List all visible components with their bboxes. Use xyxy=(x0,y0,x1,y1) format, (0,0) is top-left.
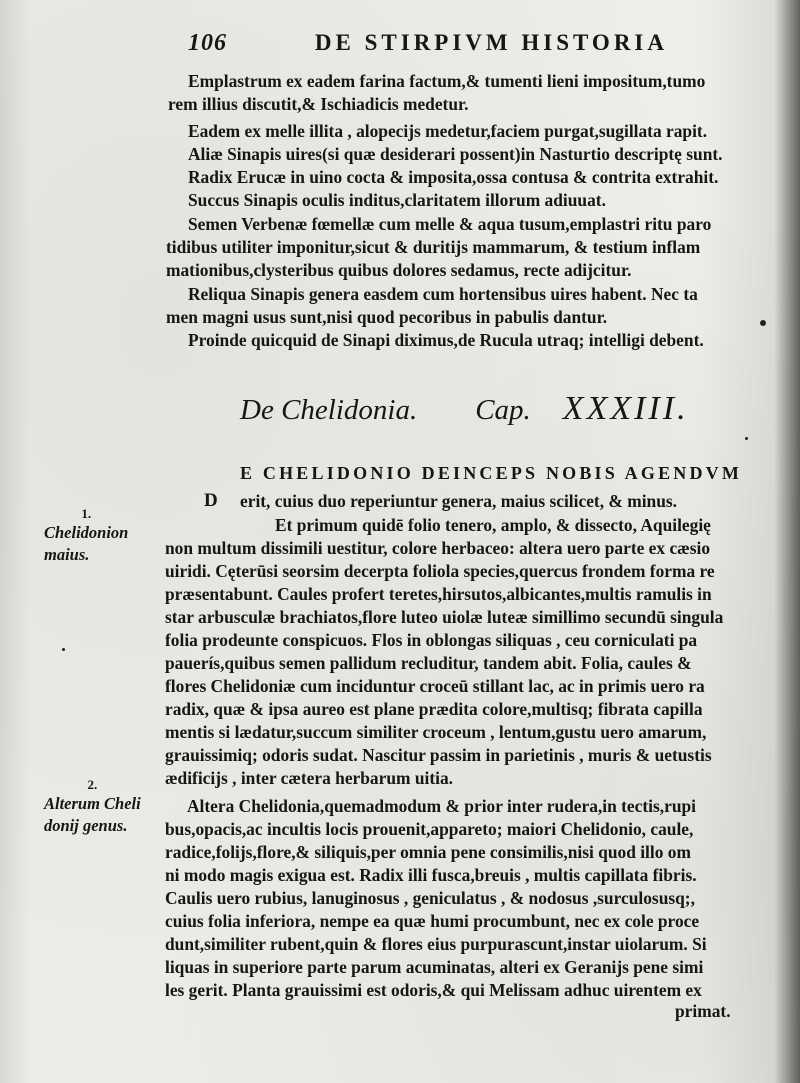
marginal-note-line: donij genus. xyxy=(44,816,128,835)
text-line: les gerit. Planta grauissimi est odoris,& qui Melissam adhuc uirentem ex xyxy=(165,980,702,1000)
ink-speck xyxy=(745,437,748,440)
text-line: men magni usus sunt,nisi quod pecoribus in pabulis dantur. xyxy=(166,307,608,327)
paragraph-eadem xyxy=(188,120,723,212)
marginal-note-2 xyxy=(44,777,141,837)
page-number: 106 xyxy=(188,30,227,56)
paragraph-altera-chelidonia xyxy=(165,795,707,1002)
ink-speck xyxy=(760,320,766,326)
text-line: tidibus utiliter imponitur,sicut & duritijs mammarum, & testium inflam xyxy=(166,237,701,257)
chapter-title: De Chelidonia. xyxy=(240,394,418,426)
text-line: ædificijs , inter cætera herbarum uitia. xyxy=(165,768,454,788)
text-line: uiridi. Cęterūsi seorsim decerpta foliola species,quercus frondem forma re xyxy=(165,561,715,581)
paragraph-reliqua xyxy=(166,283,704,352)
text-line: cuius folia inferiora, nempe ea quæ humi procumbunt, nec ex cole proce xyxy=(165,911,700,931)
marginal-note-line: maius. xyxy=(44,545,90,564)
text-line: pauerís,quibus semen pallidum recluditur, tandem abit. Folia, caules & xyxy=(165,653,692,673)
text-line: liquas in superiore parte parum acuminatas, alteri ex Geranijs pene simi xyxy=(165,957,704,977)
running-head: DE STIRPIVM HISTORIA xyxy=(314,30,668,55)
text-line: Et primum quidē folio tenero, amplo, & dissecto, Aquilegię xyxy=(275,515,711,535)
marginal-note-number: 2. xyxy=(87,777,98,792)
marginal-note-number: 1. xyxy=(81,506,92,521)
text-line: Semen Verbenæ fœmellæ cum melle & aqua tusum,emplastri ritu paro xyxy=(188,214,712,234)
ink-speck xyxy=(62,648,65,651)
text-line: flores Chelidoniæ cum inciduntur croceū stillant lac, ac in primis uero ra xyxy=(165,676,705,696)
marginal-note-line: Alterum Cheli xyxy=(44,794,141,813)
text-line: Altera Chelidonia,quemadmodum & prior inter rudera,in tectis,rupi xyxy=(187,796,696,816)
paragraph-emplastrum xyxy=(168,70,706,116)
text-line: Radix Erucæ in uino cocta & imposita,ossa contusa & contrita extrahit. xyxy=(188,167,719,187)
text-line: radice,folijs,flore,& siliquis,per omnia pene consimilis,nisi quod illo om xyxy=(165,842,691,862)
text-line: radix, quæ & ipsa aureo est plane prædita colore,multisq; fibrata capilla xyxy=(165,699,703,719)
text-line: grauissimiq; odoris sudat. Nascitur passim in parietinis , muris & uetustis xyxy=(165,745,712,765)
text-line: folia prodeunte conspicuos. Flos in oblongas siliquas , ceu corniculati pa xyxy=(165,630,698,650)
text-line: Aliæ Sinapis uires(si quæ desiderari possent)in Nasturtio descriptę sunt. xyxy=(188,144,723,164)
text-line: Reliqua Sinapis genera easdem cum hortensibus uires habent. Nec ta xyxy=(188,284,698,304)
paragraph-chelidonion-maius xyxy=(165,514,723,790)
text-line: dunt,similiter rubent,quin & flores eius purpurascunt,instar uiolarum. Si xyxy=(165,934,707,954)
text-line: non multum dissimili uestitur, colore herbaceo: altera uero parte ex cæsio xyxy=(165,538,711,558)
chapter-heading xyxy=(240,390,700,428)
marginal-note-1 xyxy=(44,506,128,566)
page-edge-shadow xyxy=(774,0,800,1083)
text-line: mationibus,clysteribus quibus dolores sedamus, recte adijcitur. xyxy=(166,260,632,280)
text-line: Succus Sinapis oculis inditus,claritatem illorum adiuuat. xyxy=(188,190,606,210)
text-line: ni modo magis exigua est. Radix illi fusca,breuis , multis capillata fibris. xyxy=(165,865,697,885)
incipit-capitals: E CHELIDONIO DEINCEPS NOBIS AGENDVM xyxy=(240,463,743,483)
text-line: rem illius discutit,& Ischiadicis medetur. xyxy=(168,94,469,114)
incipit-line xyxy=(240,490,677,513)
text-line: Caulis uero rubius, lanuginosus , geniculatus , & nodosus ,surculosusq;, xyxy=(165,888,695,908)
text-line: Emplastrum ex eadem farina factum,& tumenti lieni impositum,tumo xyxy=(188,71,706,91)
page-header xyxy=(188,30,668,57)
marginal-note-line: Chelidonion xyxy=(44,523,129,542)
drop-initial: D xyxy=(204,490,218,511)
paragraph-semen-verbenae xyxy=(166,213,712,282)
text-line: mentis si lædatur,succum similiter croceum , lentum,gustu uero amarum, xyxy=(165,722,707,742)
text-line: star arbusculæ brachiatos,flore luteo uiolæ luteæ simillimo secundū singula xyxy=(165,607,724,627)
text-line: præsentabunt. Caules profert teretes,hirsutos,albicantes,multis ramulis in xyxy=(165,584,712,604)
chapter-number: XXXIII. xyxy=(562,390,689,427)
text-line: Eadem ex melle illita , alopecijs medetur,faciem purgat,sugillata rapit. xyxy=(188,121,708,141)
text-line: bus,opacis,ac incultis locis prouenit,appareto; maiori Chelidonio, caule, xyxy=(165,819,694,839)
text-line: erit, cuius duo reperiuntur genera, maius scilicet, & minus. xyxy=(240,491,678,511)
chapter-cap-label: Cap. xyxy=(475,394,531,426)
catchword: primat. xyxy=(675,1001,731,1021)
text-line: Proinde quicquid de Sinapi diximus,de Rucula utraq; intelligi debent. xyxy=(188,330,704,350)
